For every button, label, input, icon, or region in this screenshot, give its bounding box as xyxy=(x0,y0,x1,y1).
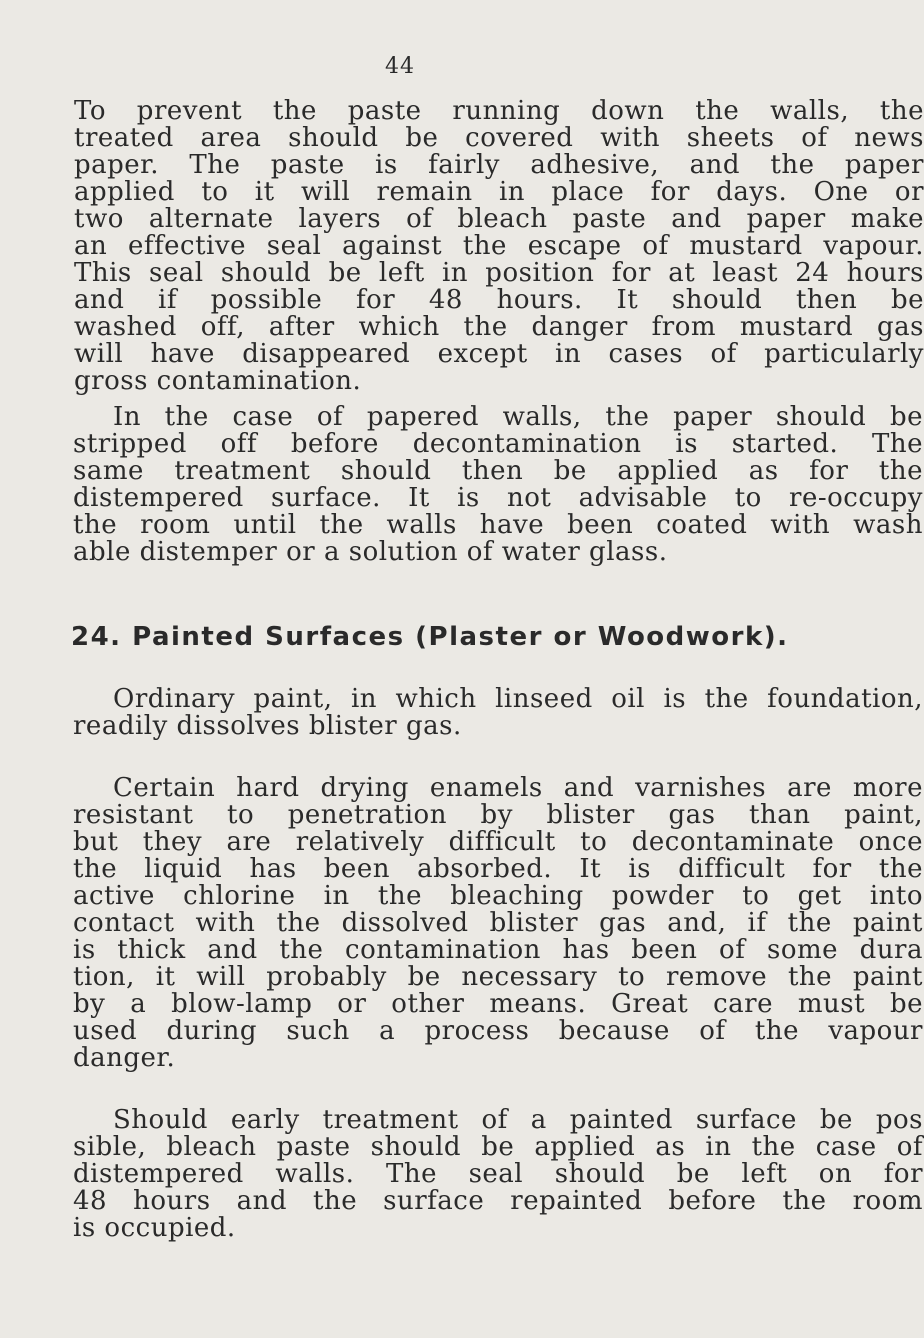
paragraph-line: two alternate layers of bleach paste and paper make xyxy=(74,204,924,234)
paragraph-line: Certain hard drying enamels and varnishes are more xyxy=(113,773,923,803)
paragraph-line: Ordinary paint, in which linseed oil is the foundation, xyxy=(113,684,923,714)
paragraph-line: paper. The paste is fairly adhesive, and the paper xyxy=(74,150,924,180)
paragraph-line: able distemper or a solution of water glass. xyxy=(73,537,668,567)
paragraph-line: active chlorine in the bleaching powder to get into xyxy=(73,881,923,911)
paragraph-line: danger. xyxy=(73,1043,176,1073)
paragraph-line: resistant to penetration by blister gas than paint, xyxy=(73,800,923,830)
paragraph-line: treated area should be covered with sheets of news xyxy=(74,123,924,153)
paragraph-line: readily dissolves blister gas. xyxy=(73,711,462,741)
paragraph-line: contact with the dissolved blister gas and, if the paint xyxy=(73,908,923,938)
paragraph-4 xyxy=(73,775,923,1072)
paragraph-line: washed off, after which the danger from mustard gas xyxy=(74,312,924,342)
paragraph-line: applied to it will remain in place for days. One or xyxy=(74,177,924,207)
paragraph-3 xyxy=(73,686,923,740)
paragraph-line: the liquid has been absorbed. It is difficult for the xyxy=(73,854,923,884)
paragraph-line: gross contamination. xyxy=(74,366,362,396)
paragraph-line: by a blow-lamp or other means. Great care must be xyxy=(73,989,923,1019)
paragraph-line: stripped off before decontamination is started. The xyxy=(73,429,923,459)
paragraph-line: distempered walls. The seal should be left on for xyxy=(73,1159,923,1189)
paragraph-5 xyxy=(73,1107,923,1242)
paragraph-line: distempered surface. It is not advisable to re-occupy xyxy=(73,483,923,513)
paragraph-line: In the case of papered walls, the paper should be xyxy=(113,402,923,432)
paragraph-line: is occupied. xyxy=(73,1213,236,1243)
paragraph-line: To prevent the paste running down the walls, the xyxy=(74,96,924,126)
paragraph-line: sible, bleach paste should be applied as in the case of xyxy=(73,1132,923,1162)
paragraph-line: the room until the walls have been coated with wash xyxy=(73,510,923,540)
paragraph-line: This seal should be left in position for at least 24 hours xyxy=(74,258,924,288)
paragraph-line: used during such a process because of the vapour xyxy=(73,1016,923,1046)
paragraph-line: but they are relatively difficult to decontaminate once xyxy=(73,827,923,857)
paragraph-line: tion, it will probably be necessary to remove the paint xyxy=(73,962,923,992)
paragraph-line: and if possible for 48 hours. It should then be xyxy=(74,285,924,315)
paragraph-line: Should early treatment of a painted surface be pos xyxy=(113,1105,923,1135)
paragraph-1 xyxy=(74,98,924,395)
paragraph-line: same treatment should then be applied as for the xyxy=(73,456,923,486)
page-number: 44 xyxy=(385,54,415,79)
paragraph-line: an effective seal against the escape of mustard vapour. xyxy=(74,231,924,261)
section-heading: 24. Painted Surfaces (Plaster or Woodwork). xyxy=(71,622,789,652)
paragraph-line: will have disappeared except in cases of particularly xyxy=(74,339,924,369)
paragraph-line: is thick and the contamination has been of some dura xyxy=(73,935,923,965)
paragraph-2 xyxy=(73,404,923,566)
paragraph-line: 48 hours and the surface repainted before the room xyxy=(73,1186,923,1216)
